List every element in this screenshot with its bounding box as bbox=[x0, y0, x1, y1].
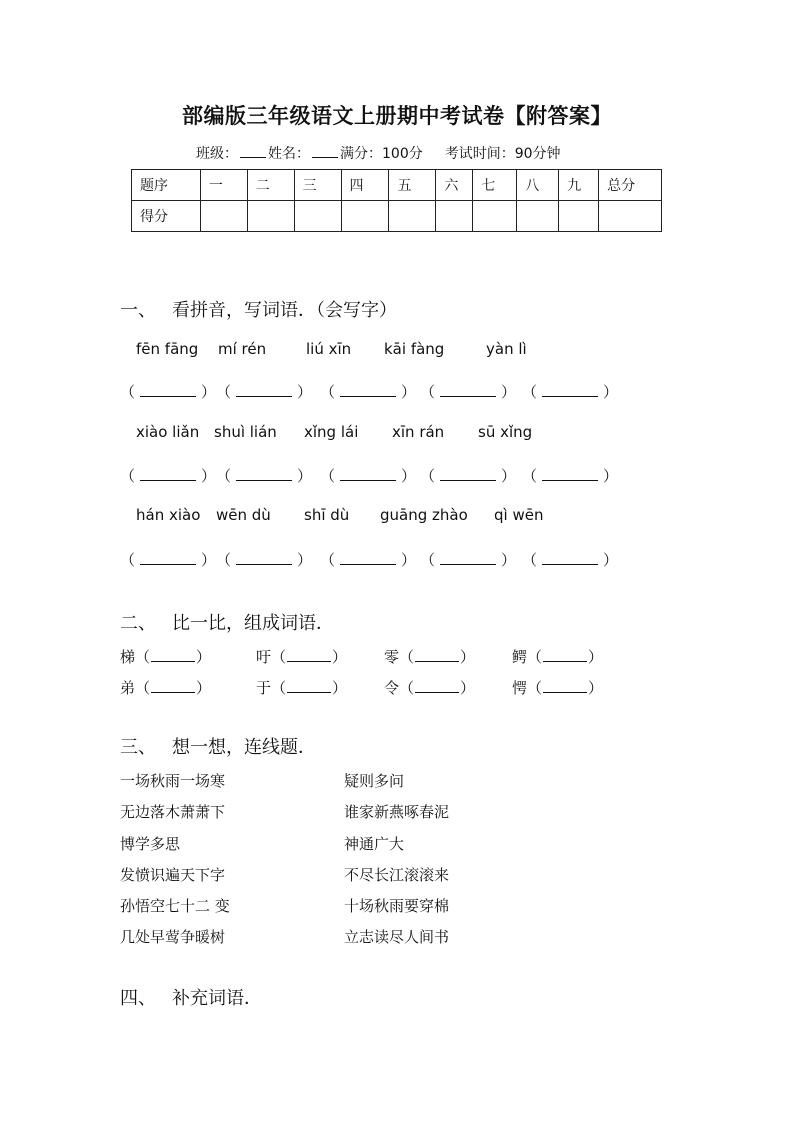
answer-blank[interactable]: （ ） bbox=[320, 467, 417, 485]
answer-blank[interactable]: （ ） bbox=[216, 551, 313, 569]
score-header-cell: 三 bbox=[294, 170, 341, 201]
pinyin-row-3 bbox=[120, 506, 720, 526]
pinyin-word: kāi fàng bbox=[384, 340, 445, 358]
score-cell[interactable] bbox=[517, 201, 559, 232]
section-3-title: 想一想，连线题． bbox=[172, 737, 316, 758]
pinyin-word: hán xiào bbox=[136, 506, 201, 524]
pinyin-word: sū xǐng bbox=[478, 423, 533, 441]
compare-item[interactable]: 弟（ ） bbox=[120, 679, 212, 697]
score-header-cell: 四 bbox=[341, 170, 389, 201]
match-left-item[interactable]: 一场秋雨一场寒 bbox=[120, 772, 226, 790]
pinyin-word: wēn dù bbox=[216, 506, 271, 524]
score-cell[interactable] bbox=[559, 201, 599, 232]
pinyin-word: guāng zhào bbox=[380, 506, 468, 524]
pinyin-word: liú xīn bbox=[306, 340, 352, 358]
match-left-item[interactable]: 发愤识遍天下字 bbox=[120, 866, 226, 884]
score-cell[interactable] bbox=[341, 201, 389, 232]
match-left-item[interactable]: 孙悟空七十二 变 bbox=[120, 897, 230, 915]
compare-item[interactable]: 零（ ） bbox=[384, 648, 476, 666]
page-title: 部编版三年级语文上册期中考试卷【附答案】 bbox=[182, 104, 612, 128]
pinyin-word: xiào liǎn bbox=[136, 423, 200, 441]
score-cell[interactable] bbox=[294, 201, 341, 232]
section-4-number: 四、 bbox=[120, 988, 156, 1009]
section-3-number: 三、 bbox=[120, 737, 156, 758]
compare-item[interactable]: 吁（ ） bbox=[256, 648, 348, 666]
compare-item[interactable]: 愕（ ） bbox=[512, 679, 604, 697]
pinyin-word: fēn fāng bbox=[136, 340, 199, 358]
answer-blank[interactable]: （ ） bbox=[320, 383, 417, 401]
answer-blank[interactable]: （ ） bbox=[522, 383, 619, 401]
answer-blank[interactable]: （ ） bbox=[420, 551, 517, 569]
section-2-title: 比一比，组成词语． bbox=[172, 613, 334, 634]
score-header-cell: 一 bbox=[200, 170, 247, 201]
score-row-label: 得分 bbox=[132, 201, 201, 232]
section-2-number: 二、 bbox=[120, 613, 156, 634]
section-1-number: 一、 bbox=[120, 300, 156, 321]
score-header-cell: 九 bbox=[559, 170, 599, 201]
score-header-row bbox=[132, 170, 662, 201]
match-right-item[interactable]: 立志读尽人间书 bbox=[344, 928, 450, 946]
match-right-item[interactable]: 神通广大 bbox=[344, 835, 405, 853]
match-right-item[interactable]: 谁家新燕啄春泥 bbox=[344, 803, 450, 821]
match-right-item[interactable]: 疑则多问 bbox=[344, 772, 405, 790]
score-cell[interactable] bbox=[436, 201, 473, 232]
compare-item[interactable]: 于（ ） bbox=[256, 679, 348, 697]
answer-row-3 bbox=[120, 549, 720, 569]
answer-blank[interactable]: （ ） bbox=[120, 383, 217, 401]
pinyin-word: yàn lì bbox=[486, 340, 527, 358]
match-right-item[interactable]: 不尽长江滚滚来 bbox=[344, 866, 450, 884]
answer-blank[interactable]: （ ） bbox=[320, 551, 417, 569]
section-1-title: 看拼音，写词语．（会写字） bbox=[172, 300, 397, 321]
name-blank[interactable] bbox=[312, 143, 338, 158]
score-cell[interactable] bbox=[389, 201, 436, 232]
section-4-title: 补充词语． bbox=[172, 988, 262, 1009]
class-blank[interactable] bbox=[240, 143, 266, 158]
match-left-item[interactable]: 无边落木萧萧下 bbox=[120, 803, 226, 821]
answer-blank[interactable]: （ ） bbox=[522, 551, 619, 569]
score-header-cell: 八 bbox=[517, 170, 559, 201]
compare-row-2 bbox=[120, 677, 720, 697]
answer-row-1 bbox=[120, 381, 720, 401]
pinyin-word: mí rén bbox=[218, 340, 267, 358]
score-header-cell: 六 bbox=[436, 170, 473, 201]
section-3-heading bbox=[120, 733, 316, 759]
score-header-cell: 题序 bbox=[132, 170, 201, 201]
compare-item[interactable]: 鳄（ ） bbox=[512, 648, 604, 666]
match-right-item[interactable]: 十场秋雨要穿棉 bbox=[344, 897, 450, 915]
score-cell[interactable] bbox=[599, 201, 662, 232]
pinyin-word: shuì lián bbox=[214, 423, 277, 441]
answer-row-2 bbox=[120, 465, 720, 485]
score-header-cell: 二 bbox=[247, 170, 294, 201]
name-label: 姓名： bbox=[268, 146, 310, 162]
section-2-heading bbox=[120, 609, 334, 635]
pinyin-word: xǐng lái bbox=[304, 423, 359, 441]
score-header-cell: 五 bbox=[389, 170, 436, 201]
answer-blank[interactable]: （ ） bbox=[420, 467, 517, 485]
score-value-row bbox=[132, 201, 662, 232]
answer-blank[interactable]: （ ） bbox=[420, 383, 517, 401]
pinyin-word: shī dù bbox=[304, 506, 350, 524]
score-cell[interactable] bbox=[247, 201, 294, 232]
answer-blank[interactable]: （ ） bbox=[120, 467, 217, 485]
class-label: 班级： bbox=[196, 146, 238, 162]
compare-row-1 bbox=[120, 646, 720, 666]
match-left-item[interactable]: 博学多思 bbox=[120, 835, 181, 853]
full-score: 满分：100分 bbox=[340, 146, 423, 162]
pinyin-word: qì wēn bbox=[494, 506, 544, 524]
exam-time: 考试时间：90分钟 bbox=[444, 146, 561, 162]
compare-item[interactable]: 令（ ） bbox=[384, 679, 476, 697]
answer-blank[interactable]: （ ） bbox=[216, 383, 313, 401]
score-header-cell: 总分 bbox=[599, 170, 662, 201]
section-1-heading bbox=[120, 296, 397, 322]
score-table bbox=[131, 169, 662, 232]
pinyin-word: xīn rán bbox=[392, 423, 445, 441]
answer-blank[interactable]: （ ） bbox=[522, 467, 619, 485]
score-cell[interactable] bbox=[473, 201, 517, 232]
compare-item[interactable]: 梯（ ） bbox=[120, 648, 212, 666]
score-cell[interactable] bbox=[200, 201, 247, 232]
pinyin-row-1 bbox=[120, 340, 720, 360]
score-header-cell: 七 bbox=[473, 170, 517, 201]
answer-blank[interactable]: （ ） bbox=[120, 551, 217, 569]
answer-blank[interactable]: （ ） bbox=[216, 467, 313, 485]
exam-info bbox=[196, 143, 561, 163]
match-left-item[interactable]: 几处早莺争暖树 bbox=[120, 928, 226, 946]
pinyin-row-2 bbox=[120, 423, 720, 443]
section-4-heading bbox=[120, 984, 262, 1010]
